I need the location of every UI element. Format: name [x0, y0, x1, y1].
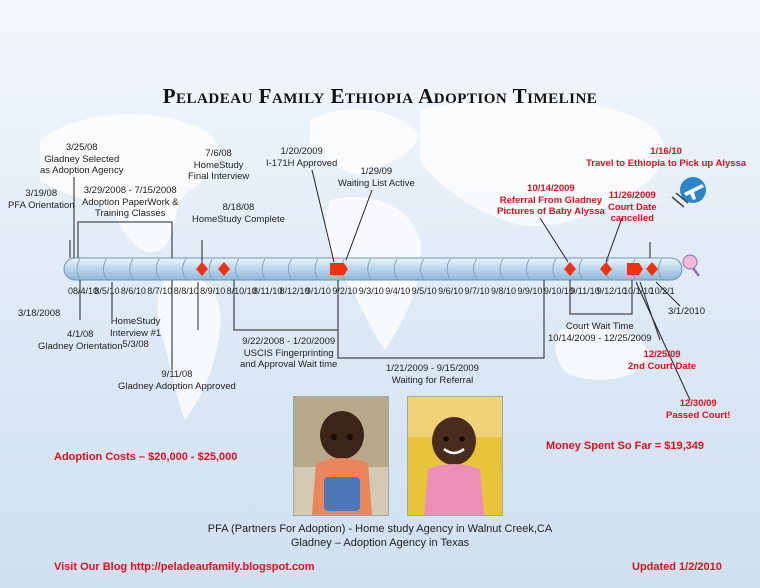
event-adoption-approved — [118, 369, 236, 392]
event-date: 9/11/08 — [161, 369, 193, 380]
event-text: as Adoption Agency — [40, 165, 124, 176]
updated-date: Updated 1/2/2010 — [632, 561, 722, 573]
event-text: Interview #1 — [110, 327, 162, 339]
event-text: Adoption PaperWork & — [82, 196, 179, 208]
event-date: 10/14/2009 - 12/25/2009 — [548, 332, 652, 344]
baby-photo-1-image — [294, 397, 388, 515]
baby-photo-2-image — [408, 397, 502, 515]
event-date: 3/29/2008 - 7/15/2008 — [83, 185, 177, 196]
event-text: Waiting for Referral — [391, 374, 474, 386]
event-date: 7/6/08 — [205, 148, 232, 159]
month-label: 9/9/10 — [517, 286, 543, 296]
event-date: 1/29/09 — [360, 166, 393, 177]
event-date: 5/3/08 — [122, 339, 149, 350]
rattle-icon — [683, 255, 699, 276]
event-homestudy-complete — [192, 202, 285, 225]
event-text: HomeStudy — [193, 159, 244, 171]
month-label: 8/6/10 — [120, 286, 146, 296]
event-date: 3/25/08 — [65, 142, 98, 153]
event-i171h — [266, 146, 337, 169]
event-text: Gladney Selected — [44, 153, 120, 165]
event-waiting-referral — [386, 363, 479, 386]
event-court-cancelled — [608, 190, 657, 225]
month-label: 9/3/10 — [358, 286, 384, 296]
event-date: 1/20/2009 — [280, 146, 323, 157]
page-title: Peladeau Family Ethiopia Adoption Timeline — [162, 84, 598, 108]
event-text: Pictures of Baby Alyssa — [497, 206, 605, 217]
event-text: Passed Court! — [666, 409, 731, 421]
event-date: 3/19/08 — [25, 188, 58, 199]
event-text: Travel to Ethiopia to Pick up Alyssa — [586, 157, 747, 169]
event-text: Final Interview — [188, 171, 250, 182]
month-label: 8/10/10 — [226, 286, 257, 296]
month-label: 9/8/10 — [490, 286, 516, 296]
month-label: 9/2/10 — [332, 286, 358, 296]
month-label: 9/1/10 — [305, 286, 331, 296]
month-label: 8/11/10 — [253, 286, 283, 296]
agency-line-2: Gladney – Adoption Agency in Texas — [290, 537, 470, 549]
month-label: 10/2/1 — [649, 286, 675, 296]
event-text: Waiting List Active — [338, 177, 415, 189]
event-date: 11/26/2009 — [608, 190, 656, 201]
event-paperwork — [82, 185, 178, 220]
event-text: HomeStudy Complete — [192, 213, 285, 225]
event-date: 10/14/2009 — [527, 183, 575, 194]
event-date: 12/30/09 — [679, 398, 717, 409]
event-date: 3/1/2010 — [668, 306, 705, 317]
month-label: 8/12/10 — [279, 286, 310, 296]
month-label: 8/7/10 — [147, 286, 173, 296]
event-pfa-orientation — [8, 188, 75, 211]
event-text: Gladney Orientation — [38, 340, 123, 352]
adoption-costs: Adoption Costs – $20,000 - $25,000 — [54, 451, 238, 463]
event-text: 2nd Court Date — [628, 360, 697, 372]
event-text: PFA Orientation — [8, 199, 75, 211]
event-homestudy-interview — [110, 316, 161, 351]
event-homestudy-final — [188, 148, 249, 183]
month-label: 10/1/10 — [623, 286, 654, 296]
month-label: 9/10/10 — [543, 286, 574, 296]
month-label: 9/12/10 — [596, 286, 627, 296]
event-passed-court — [666, 398, 730, 421]
event-court-wait — [548, 321, 652, 344]
event-date: 1/21/2009 - 9/15/2009 — [386, 363, 479, 374]
event-318 — [18, 308, 60, 320]
event-date: 1/16/10 — [650, 146, 682, 157]
month-label: 9/5/10 — [411, 286, 437, 296]
money-spent: Money Spent So Far = $19,349 — [546, 440, 705, 452]
event-travel — [586, 146, 746, 169]
event-date: 9/22/2008 - 1/20/2009 — [242, 336, 336, 347]
month-label: 9/6/10 — [438, 286, 464, 296]
baby-photo-1 — [293, 396, 389, 516]
event-waiting-list — [338, 166, 415, 189]
month-label: 8/5/10 — [94, 286, 120, 296]
month-label: 9/4/10 — [385, 286, 411, 296]
event-text: HomeStudy — [110, 316, 161, 327]
event-text: I-171H Approved — [266, 157, 338, 169]
event-text: and Approval Wait time — [240, 359, 338, 370]
airplane-icon — [672, 177, 706, 207]
agency-line-1: PFA (Partners For Adoption) - Home study Agency in Walnut Creek,CA — [207, 523, 553, 535]
event-date: 4/1/08 — [67, 329, 94, 340]
event-text: cancelled — [610, 213, 654, 224]
baby-photo-2 — [407, 396, 503, 516]
event-uscis-wait — [240, 336, 337, 371]
event-text: Court Date — [608, 201, 657, 213]
month-label: 9/7/10 — [464, 286, 490, 296]
event-date: 8/18/08 — [222, 202, 255, 213]
month-label: 8/9/10 — [200, 286, 226, 296]
event-gladney-selected — [40, 142, 123, 177]
month-label: 8/8/10 — [173, 286, 199, 296]
month-label: 9/11/10 — [570, 286, 600, 296]
event-referral — [497, 183, 605, 218]
event-text: Gladney Adoption Approved — [118, 380, 236, 392]
event-date: 12/25/09 — [643, 349, 681, 360]
event-text: Court Wait Time — [565, 321, 634, 332]
event-date: 3/18/2008 — [18, 308, 61, 319]
event-second-court — [628, 349, 696, 372]
blog-link[interactable]: Visit Our Blog http://peladeaufamily.blogspot.com — [54, 561, 315, 573]
month-label: 08/4/10 — [68, 286, 99, 296]
event-text: Training Classes — [95, 208, 166, 219]
event-3-1-2010 — [668, 306, 705, 318]
event-text: USCIS Fingerprinting — [243, 347, 334, 359]
event-text: Referral From Gladney — [499, 194, 603, 206]
